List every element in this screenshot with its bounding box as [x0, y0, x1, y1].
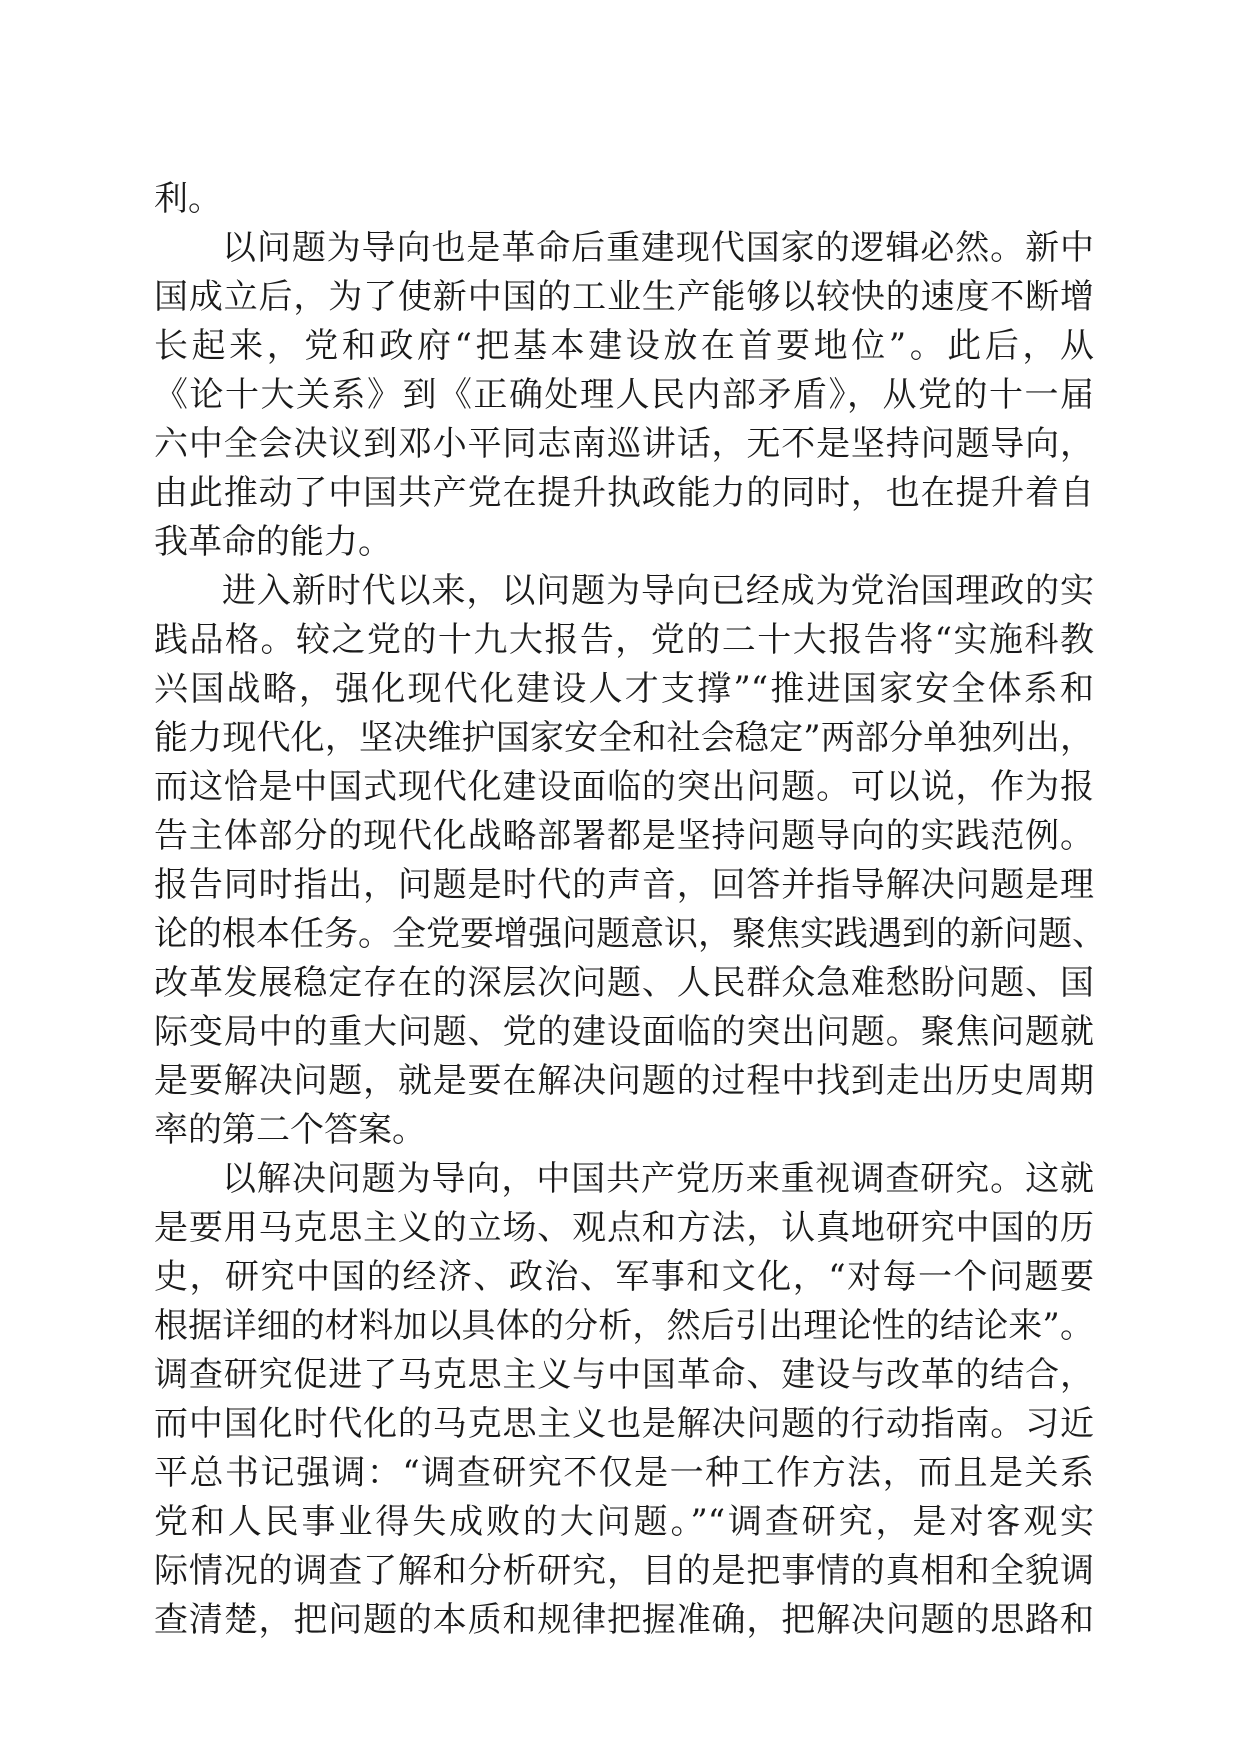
text-line: 而中国化时代化的马克思主义也是解决问题的行动指南。习近: [154, 1404, 1094, 1444]
text-line: 率的第二个答案。: [154, 1110, 426, 1150]
paragraph-first-line: 进入新时代以来，以问题为导向已经成为党治国理政的实: [222, 571, 1094, 611]
paragraph-first-line: 以问题为导向也是革命后重建现代国家的逻辑必然。新中: [222, 228, 1094, 268]
text-line: 党和人民事业得失成败的大问题。”“调查研究，是对客观实: [154, 1502, 1094, 1542]
text-line: 调查研究促进了马克思主义与中国革命、建设与改革的结合，: [154, 1355, 1094, 1395]
text-line: 际变局中的重大问题、党的建设面临的突出问题。聚焦问题就: [154, 1012, 1094, 1052]
text-line: 改革发展稳定存在的深层次问题、人民群众急难愁盼问题、国: [154, 963, 1094, 1003]
text-line: 论的根本任务。全党要增强问题意识，聚焦实践遇到的新问题、: [154, 914, 1106, 954]
text-line: 平总书记强调：“调查研究不仅是一种工作方法，而且是关系: [154, 1453, 1094, 1493]
text-line: 兴国战略，强化现代化建设人才支撑”“推进国家安全体系和: [154, 669, 1094, 709]
text-line: 国成立后，为了使新中国的工业生产能够以较快的速度不断增: [154, 277, 1094, 317]
text-line: 根据详细的材料加以具体的分析，然后引出理论性的结论来”。: [154, 1306, 1094, 1346]
text-line: 能力现代化，坚决维护国家安全和社会稳定”两部分单独列出，: [154, 718, 1094, 758]
text-line: 利。: [154, 179, 222, 219]
text-line: 我革命的能力。: [154, 522, 392, 562]
body-text: [154, 175, 1106, 1645]
text-line: 报告同时指出，问题是时代的声音，回答并指导解决问题是理: [154, 865, 1094, 905]
text-line: 是要用马克思主义的立场、观点和方法，认真地研究中国的历: [154, 1208, 1094, 1248]
text-line: 《论十大关系》到《正确处理人民内部矛盾》，从党的十一届: [154, 375, 1094, 415]
paragraph-first-line: 以解决问题为导向，中国共产党历来重视调查研究。这就: [222, 1159, 1094, 1199]
text-line: 六中全会决议到邓小平同志南巡讲话，无不是坚持问题导向，: [154, 424, 1094, 464]
text-line: 史，研究中国的经济、政治、军事和文化，“对每一个问题要: [154, 1257, 1094, 1297]
text-line: 是要解决问题，就是要在解决问题的过程中找到走出历史周期: [154, 1061, 1094, 1101]
text-line: 而这恰是中国式现代化建设面临的突出问题。可以说，作为报: [154, 767, 1094, 807]
text-line: 际情况的调查了解和分析研究，目的是把事情的真相和全貌调: [154, 1551, 1094, 1591]
text-line: 长起来，党和政府“把基本建设放在首要地位”。此后，从: [154, 326, 1094, 366]
text-line: 由此推动了中国共产党在提升执政能力的同时，也在提升着自: [154, 473, 1094, 513]
text-line: 告主体部分的现代化战略部署都是坚持问题导向的实践范例。: [154, 816, 1094, 856]
text-line: 查清楚，把问题的本质和规律把握准确，把解决问题的思路和: [154, 1600, 1094, 1640]
text-line: 践品格。较之党的十九大报告，党的二十大报告将“实施科教: [154, 620, 1094, 660]
